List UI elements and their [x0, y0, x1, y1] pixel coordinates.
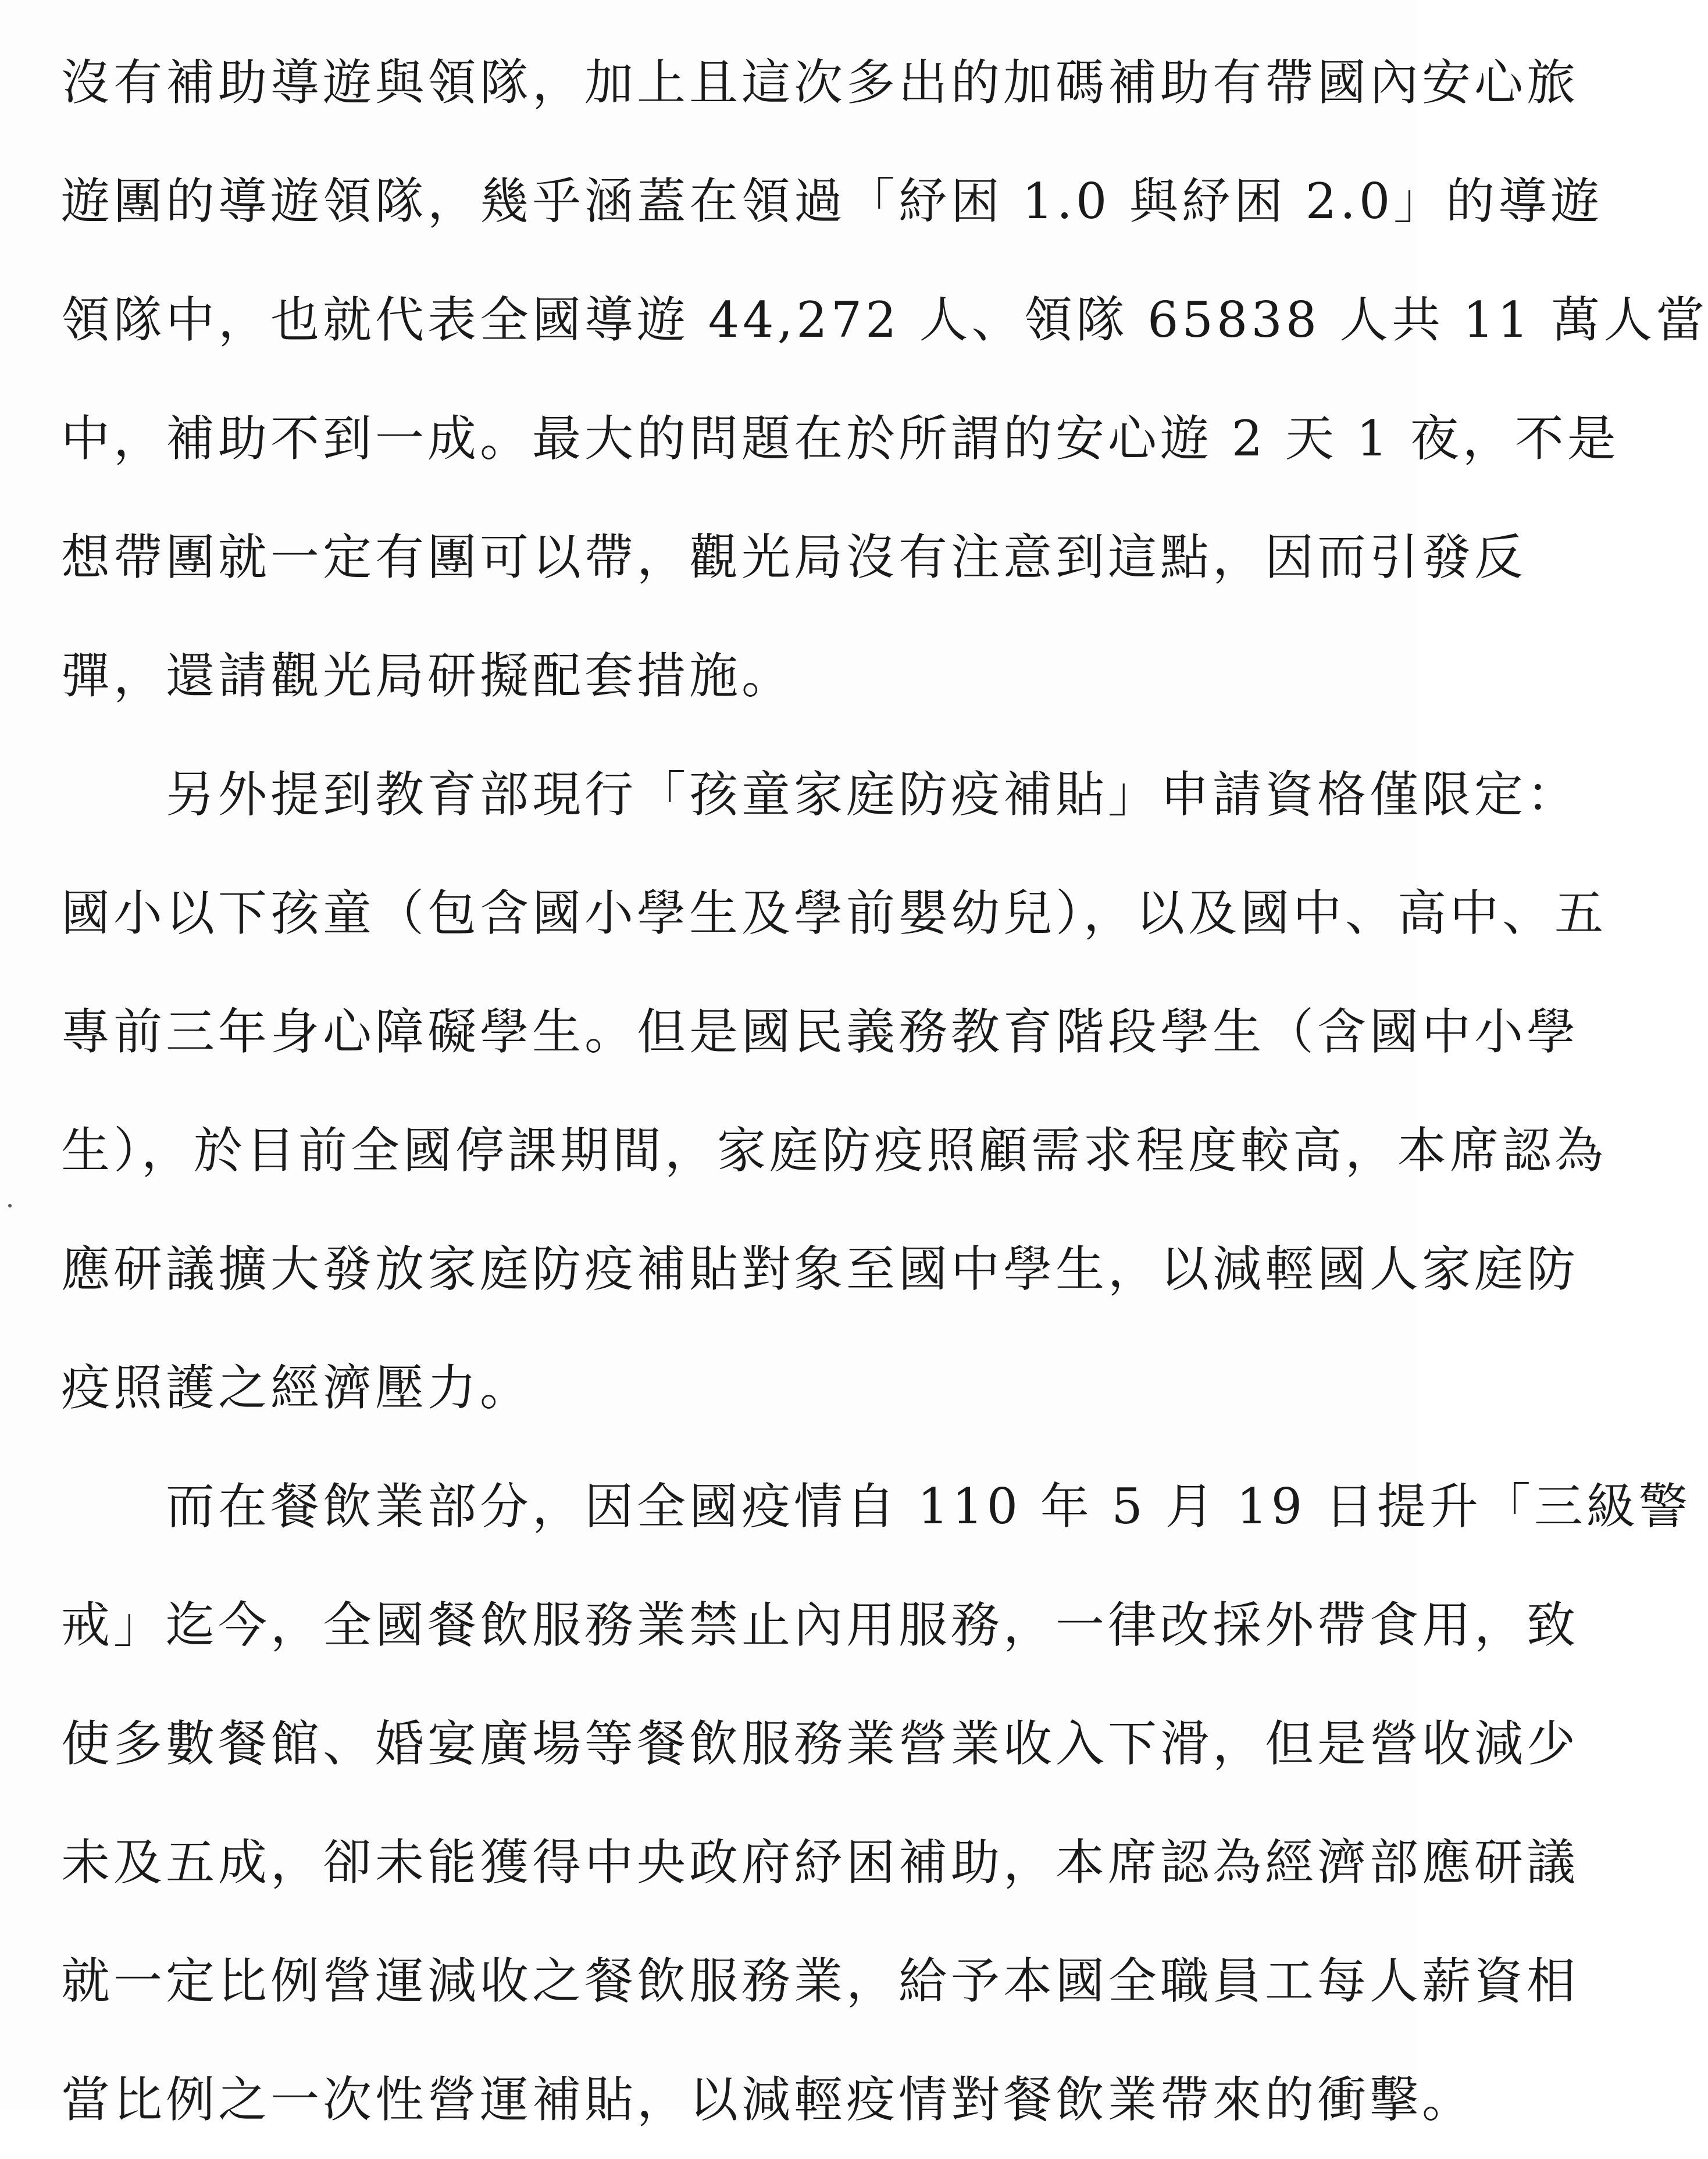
text-line-15: 使多數餐館、婚宴廣場等餐飲服務業營業收入下滑，但是營收減少 [61, 1715, 1579, 1772]
text-line-18: 當比例之一次性營運補貼，以減輕疫情對餐飲業帶來的衝擊。 [61, 2071, 1475, 2128]
text-line-4: 中，補助不到一成。最大的問題在於所謂的安心遊 2 天 1 夜，不是 [61, 410, 1620, 467]
text-line-16: 未及五成，卻未能獲得中央政府紓困補助，本席認為經濟部應研議 [61, 1834, 1579, 1891]
text-line-13: 而在餐飲業部分，因全國疫情自 110 年 5 月 19 日提升「三級警 [61, 1478, 1691, 1535]
text-line-14: 戒」迄今，全國餐飲服務業禁止內用服務，一律改採外帶食用，致 [61, 1597, 1579, 1654]
text-line-17: 就一定比例營運減收之餐飲服務業，給予本國全職員工每人薪資相 [61, 1953, 1579, 2010]
text-line-11: 應研議擴大發放家庭防疫補貼對象至國中學生，以減輕國人家庭防 [61, 1241, 1579, 1298]
text-line-5: 想帶團就一定有團可以帶，觀光局沒有注意到這點，因而引發反 [61, 529, 1527, 586]
scan-speck [8, 1204, 12, 1207]
text-line-10: 生），於目前全國停課期間，家庭防疫照顧需求程度較高，本席認為 [61, 1122, 1607, 1179]
text-line-9: 專前三年身心障礙學生。但是國民義務教育階段學生（含國中小學 [61, 1003, 1579, 1060]
text-line-3: 領隊中，也就代表全國導遊 44,272 人、領隊 65838 人共 11 萬人當 [61, 291, 1708, 348]
text-line-12: 疫照護之經濟壓力。 [61, 1359, 533, 1416]
text-line-6: 彈，還請觀光局研擬配套措施。 [61, 647, 794, 704]
text-line-7: 另外提到教育部現行「孩童家庭防疫補貼」申請資格僅限定： [61, 766, 1579, 823]
document-body [61, 23, 1708, 2159]
text-line-8: 國小以下孩童（包含國小學生及學前嬰幼兒），以及國中、高中、五 [61, 885, 1607, 942]
text-line-1: 沒有補助導遊與領隊，加上且這次多出的加碼補助有帶國內安心旅 [61, 54, 1579, 111]
text-line-2: 遊團的導遊領隊，幾乎涵蓋在領過「紓困 1.0 與紓困 2.0」的導遊 [61, 173, 1603, 230]
